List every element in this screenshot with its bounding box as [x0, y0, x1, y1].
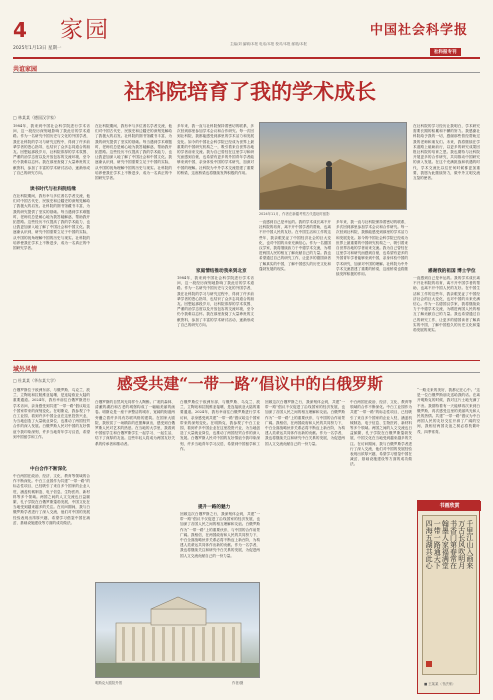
- section-title: 家园: [60, 17, 110, 43]
- tag-underline-top: [13, 72, 480, 73]
- sidebar-caption: ■ 王某某（书法家）: [424, 682, 456, 686]
- header-rule: [13, 57, 480, 59]
- article1-col-5: 多年来，我一直与社科院保持着密切的联系，多次回到那里参加学术会议和合作研究。每一次回到社科院，我都能感受到那里的学术活力和发展变化。如今的中国社会科学院已经成为世界上最重要的中国研究机构之一，吸引着来自世界各地的学者前来交流。我为自己曾经在这里学习和研究而感到自豪，也希望有更多的外国青年学者能够来到中国，亲身体验中国的学术研究，加深对中国的理解。社科院为中外学术交流搭建了重要的桥梁，这座桥梁也将继续发挥积极的作用。: [336, 220, 408, 277]
- edition-label: 社科报专刊: [430, 48, 461, 56]
- article2-photo-credit: 作者/摄: [232, 681, 244, 685]
- paper-name: 中国社会科学报: [370, 23, 469, 38]
- calligraphy-line: 书香门第春常在: [449, 520, 458, 569]
- sidebar-box: [417, 500, 480, 694]
- calligraphy-line: 千里江山入画来: [465, 520, 474, 569]
- section-tag-top: 共谊家园: [13, 66, 38, 73]
- theatre-building-icon: [96, 583, 260, 678]
- article2-photo-caption: 明斯克大剧院外景: [95, 681, 123, 685]
- tag-underline-bottom: [13, 372, 480, 373]
- calligraphy-line: 四海五湖共此心: [425, 520, 434, 569]
- article1-subhead-1: 读书时代与社科院结缘: [30, 187, 76, 192]
- article1-headline: 社科院培育了我的学术成长: [124, 79, 376, 104]
- desert-landscape-icon: [260, 123, 407, 210]
- article2-subhead-2: 提升一路的魅力: [198, 505, 231, 510]
- page-header: [0, 0, 493, 60]
- section-divider: [13, 360, 480, 361]
- calligraphy-scroll: [422, 515, 477, 675]
- article2-col-2: 白俄罗斯的自然风光同样令人陶醉。广袤的森林、清澈的湖泊和古老的城堡构成了一幅幅美丽的画卷。明斯克是一座干净整洁的城市，宽阔的街道两旁矗立着许多具有苏联风格的建筑。在国家大剧院，我欣赏了一场精彩的芭蕾舞演出，感受到白俄罗斯人民对艺术的热爱。在当地的大学里，我看到中国留学生和白俄罗斯学生一起学习、一起生活，结下了深厚的友谊。这些年轻人将成为两国友好关系的传承者和推动者。: [95, 400, 175, 446]
- header-info-line: 主编/刘 编辑/本报 电话/本报 校对/本报 邮箱/本报: [230, 42, 307, 46]
- article2-col-4: 回顾这次白俄罗斯之行，我深刻体会到，共建“一带一路”倡议不仅促进了沿线国家的经济发展，也加深了各国人民之间的相互理解和友谊。白俄罗斯作为“一带一路”上的重要伙伴，与中国的合作前景广阔。我相信，在两国政府和人民的共同努力下，中白全面战略伙伴关系必将不断迈上新台阶，为构建人类命运共同体作出新的贡献。作为一名学者，我也将继续关注和研究中白关系的发展，为促进两国人文交流贡献自己的一份力量。: [265, 400, 345, 446]
- article2-col-1-b: 中白两国在政治、经济、文化、教育等领域的合作不断深化。中白工业园作为共建“一带一路”的标志性项目，已经吸引了来自多个国家的企业入驻，涵盖机械制造、电子信息、生物医药、新材料等多个领域。两国之间的人文交流也日益频繁，孔子学院在白俄罗斯蓬勃发展，中国文化在当地受到越来越多的关注。在访问期间，我与白俄罗斯学者进行了深入交流，他们对中国的发展经验表现出浓厚兴趣，希望学习借鉴中国在减贫、基础设施建设等方面的成功做法。: [13, 474, 90, 525]
- article1-col-1-b: 在社科院期间，我有幸与多位著名学者交流，他们对中国古代史、民族史和边疆史的深刻见解给了我极大的启发。社科院的图书馆藏书丰富，为我的研究提供了坚实的基础。每当遇到学术难题时，老师们总是耐心地为我答疑解惑，帮助我开拓思路。这些经历不仅提高了我的学术能力，也让我更加深入地了解了中国社会和中国文化。我逐渐认识到，研究中国需要立足于中国的实际，从中国的视角理解中国的历史与现实。社科院的培养使我在学术上不断进步，成为一名真正的中国研究学者。: [13, 194, 90, 251]
- calligraphy-line: 万古长风吹明月: [457, 520, 466, 569]
- article1-col-2: 在社科院期间，我有幸与多位著名学者交流，他们对中国古代史、民族史和边疆史的深刻见解给了我极大的启发。社科院的图书馆藏书丰富，为我的研究提供了坚实的基础。每当遇到学术难题时，老师们总是耐心地为我答疑解惑，帮助我开拓思路。这些经历不仅提高了我的学术能力，也让我更加深入地了解了中国社会和中国文化。我逐渐认识到，研究中国需要立足于中国的实际，从中国的视角理解中国的历史与现实。社科院的培养使我在学术上不断进步，成为一名真正的中国研究学者。: [95, 124, 172, 181]
- section-tag-bottom: 域外风情: [13, 366, 38, 373]
- article2-photo: [95, 582, 260, 678]
- article2-headline: 感受共建“一带一路”倡议中的白俄罗斯: [117, 374, 383, 393]
- calligraphy-line: 一带一路通天下: [433, 520, 442, 569]
- seal-stamp-icon: [426, 661, 432, 667]
- page-number: 4: [13, 18, 27, 42]
- article1-photo-caption: 2024年11月，作者在新疆考察古代遗址时留影: [259, 212, 330, 216]
- article2-col-3-a: 白俄罗斯位于欧洲东部，与俄罗斯、乌克兰、波兰、立陶宛和拉脱维亚接壤，是连接欧亚大陆的重要通道。2024年，我有幸前往白俄罗斯进行学术访问，亲身感受到共建“一带一路”倡议给这个国家带来的深刻变化。在明斯克，我参观了中白工业园，看到许多中国企业在这里投资兴业，为当地创造了大量就业岗位，也推动了两国经贸合作的深入发展。白俄罗斯人民对中国的友好情谊令我印象深刻，许多当地青年学习汉语，希望到中国留学和工作。: [180, 400, 260, 451]
- article1-col-3-b: 1984年，我来到中国社会科学院进行学术访问，这一段经历深刻地影响了我此后的学术道路。作为一名研究中国历史与文化的外国学者，我在社科院的学习与研究过程中，得到了许多前辈学者的悉心指导，也结识了众多志同道合的朋友。回想起那段岁月，社科院浓厚的学术氛围、严谨的治学态度以及开放包容的交流环境，至今仍令我难以忘怀。我在那里查阅了大量珍贵的文献资料，参加了丰富的学术研讨活动，逐渐形成了自己的研究方向。: [177, 276, 254, 327]
- article1-photo: [259, 122, 407, 210]
- sidebar-title: 书画欣赏: [418, 501, 481, 511]
- date-line: 2025年1月13日 星期一: [13, 46, 62, 51]
- article1-subhead-3: 感谢我的祖国 博士学位: [428, 269, 476, 274]
- article1-col-1-a: 1984年，我来到中国社会科学院进行学术访问，这一段经历深刻地影响了我此后的学术道路。作为一名研究中国历史与文化的外国学者，我在社科院的学习与研究过程中，得到了许多前辈学者的悉心指导，也结识了众多志同道合的朋友。回想起那段岁月，社科院浓厚的学术氛围、严谨的治学态度以及开放包容的交流环境，至今仍令我难以忘怀。我在那里查阅了大量珍贵的文献资料，参加了丰富的学术研讨活动，逐渐形成了自己的研究方向。: [13, 124, 90, 175]
- article2-col-1-a: 白俄罗斯位于欧洲东部，与俄罗斯、乌克兰、波兰、立陶宛和拉脱维亚接壤，是连接欧亚大陆的重要通道。2024年，我有幸前往白俄罗斯进行学术访问，亲身感受到共建“一带一路”倡议给这个国家带来的深刻变化。在明斯克，我参观了中白工业园，看到许多中国企业在这里投资兴业，为当地创造了大量就业岗位，也推动了两国经贸合作的深入发展。白俄罗斯人民对中国的友好情谊令我印象深刻，许多当地青年学习汉语，希望到中国留学和工作。: [13, 388, 90, 439]
- article2-col-3-b: 回顾这次白俄罗斯之行，我深刻体会到，共建“一带一路”倡议不仅促进了沿线国家的经济发展，也加深了各国人民之间的相互理解和友谊。白俄罗斯作为“一带一路”上的重要伙伴，与中国的合作前景广阔。我相信，在两国政府和人民的共同努力下，中白全面战略伙伴关系必将不断迈上新台阶，为构建人类命运共同体作出新的贡献。作为一名学者，我也将继续关注和研究中白关系的发展，为促进两国人文交流贡献自己的一份力量。: [180, 512, 260, 558]
- article1-subhead-2: 家庭情结推动我来到北京: [196, 269, 247, 274]
- article1-col-6-a: 在社科院的学习经历让我明白，学术研究需要长期的积累和不懈的努力。我感谢社科院给予我的一切，感谢那些曾经帮助过我的老师和朋友们。未来，我将继续在学术道路上砥砺前行，以更多的研究成果回报社科院的培育之恩。我也期待与社科院开展更多的合作研究，共同推动中国研究的深入发展。在这个充满挑战和机遇的时代，学术交流比以往任何时候都更加重要，我愿为此继续努力，做中外文明交流互鉴的使者。: [413, 124, 480, 181]
- calligraphy-line: 翰墨人家福满堂: [441, 520, 450, 569]
- article2-subhead-1: 中白合作不断深化: [30, 467, 67, 472]
- article1-byline: □ 林某某（德国汉学家）: [13, 115, 59, 120]
- article1-col-6-b: 一直感到自己是幸运的。我的学术成长离不开社科院的培育，离不开中国学者的帮助，也离不开中国人民的友好。在中国生活和工作的这些年，我亲眼见证了中国经济社会的巨大变化，也对中国的未来充满信心。作为一名德国汉学家，我将继续致力于中德学术交流，为增进两国人民的相互了解贡献自己的力量。我也希望通过自己的研究工作，让更多的德国读者了解真实的中国，了解中国悠久的历史文化和蓬勃发展的现实。: [413, 276, 480, 333]
- article1-col-3-a: 多年来，我一直与社科院保持着密切的联系，多次回到那里参加学术会议和合作研究。每一次回到社科院，我都能感受到那里的学术活力和发展变化。如今的中国社会科学院已经成为世界上最重要的中国研究机构之一，吸引着来自世界各地的学者前来交流。我为自己曾经在这里学习和研究而感到自豪，也希望有更多的外国青年学者能够来到中国，亲身体验中国的学术研究，加深对中国的理解。社科院为中外学术交流搭建了重要的桥梁，这座桥梁也将继续发挥积极的作用。: [177, 124, 254, 175]
- article2-col-6: “一路走来的美好，我都记在心中。”这是一位白俄罗斯朋友送给我的话。在离开明斯克的时候，我对这片土地充满了不舍。我期待着有一天能够再次来到白俄罗斯，再次感受这里的美丽风光和人民的热情。共建“一带一路”倡议为中白两国人民的友好交往开辟了广阔的空间，我相信两国友谊之树必将枝繁叶茂、四季常青。: [417, 388, 480, 434]
- article1-col-4: 一直感到自己是幸运的。我的学术成长离不开社科院的培育，离不开中国学者的帮助，也离不开中国人民的友好。在中国生活和工作的这些年，我亲眼见证了中国经济社会的巨大变化，也对中国的未来充满信心。作为一名德国汉学家，我将继续致力于中德学术交流，为增进两国人民的相互了解贡献自己的力量。我也希望通过自己的研究工作，让更多的德国读者了解真实的中国，了解中国悠久的历史文化和蓬勃发展的现实。: [259, 220, 331, 271]
- article2-byline: □ 杜某某（华东某大学）: [13, 378, 59, 383]
- article2-col-5: 中白两国在政治、经济、文化、教育等领域的合作不断深化。中白工业园作为共建“一带一路”的标志性项目，已经吸引了来自多个国家的企业入驻，涵盖机械制造、电子信息、生物医药、新材料等多个领域。两国之间的人文交流也日益频繁，孔子学院在白俄罗斯蓬勃发展，中国文化在当地受到越来越多的关注。在访问期间，我与白俄罗斯学者进行了深入交流，他们对中国的发展经验表现出浓厚兴趣，希望学习借鉴中国在减贫、基础设施建设等方面的成功做法。: [350, 400, 412, 467]
